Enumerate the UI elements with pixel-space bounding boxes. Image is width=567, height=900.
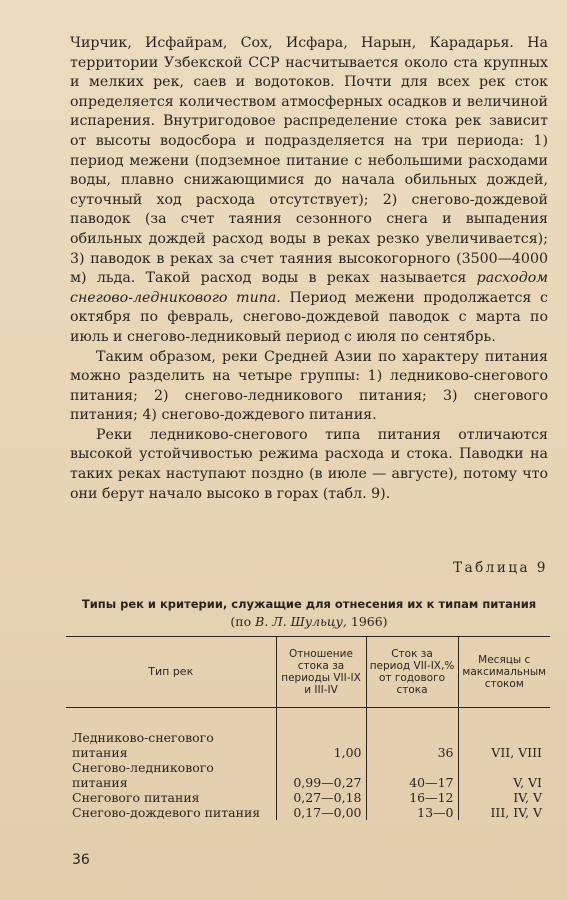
river-types-table [66,636,550,820]
table-header-row [66,637,550,708]
table-title-main: Типы рек и критерии, служащие для отнесения их к типам питания [81,597,537,611]
header-river-type: Тип рек [66,637,276,708]
paragraph-1: Чирчик, Исфайрам, Сох, Исфара, Нарын, Карадарья. На территории Узбекской ССР насчитывается около ста крупных и мелких рек, саев и водотоков. Почти для всех рек сток определяется количеством атмосферных осадков и величиной испарения. Внутригодовое распределение стока рек зависит от высоты водосбора и подразделяется на три периода: 1) период межени (подземное питание с небольшими расходами воды, плавно снижающимися до начала обильных дождей, суточный ход расхода отсутствует); 2) снегово-дождевой паводок (за счет таяния сезонного снега и выпадения обильных дождей расход воды в реках резко увеличивается); 3) паводок в реках за счет таяния высокогорного (3500—4000 м) льда. Такой расход воды в реках называется расходом снегово-ледникового типа. Период межени продолжается с октября по февраль, снегово-дождевой паводок с марта по июль и снегово-ледниковый период с июля по сентябрь. [70,35,548,345]
table-source: (по В. Л. Шульцу, 1966) [230,614,388,629]
table-row: Ледниково-снегового питания 1,00 36 VII, VIII [66,730,550,760]
table-row: Снегово-дождевого питания 0,17—0,00 13—0 III, IV, V [66,805,550,820]
paragraph-3: Реки ледниково-снегового типа питания отличаются высокой устойчивостью режима расхода и стока. Паводки на таких реках наступают поздно (в июле — августе), потому что они берут начало высоко в горах (табл. 9). [70,426,548,502]
page-number: 36 [72,852,90,868]
header-flow-percent: Сток за период VII-IX,% от годового стока [366,637,458,708]
table-title [70,596,548,631]
paragraph-2: Таким образом, реки Средней Азии по характеру питания можно разделить на четыре группы: 1) ледниково-снегового питания; 2) снегово-ледникового питания; 3) снегового питания; 4) снегово-дождевого питания. [70,348,548,424]
body-text [70,34,548,504]
table-row: Снегового питания 0,27—0,18 16—12 IV, V [66,790,550,805]
table-row: Снегово-ледникового питания 0,99—0,27 40—17 V, VI [66,760,550,790]
italic-term: расходом снегово-ледникового типа. [70,270,548,306]
header-flow-ratio: Отношение стока за периоды VII-IX и III-IV [276,637,366,708]
table-label: Таблица 9 [453,560,548,576]
header-max-months: Месяцы с максимальным стоком [458,637,550,708]
